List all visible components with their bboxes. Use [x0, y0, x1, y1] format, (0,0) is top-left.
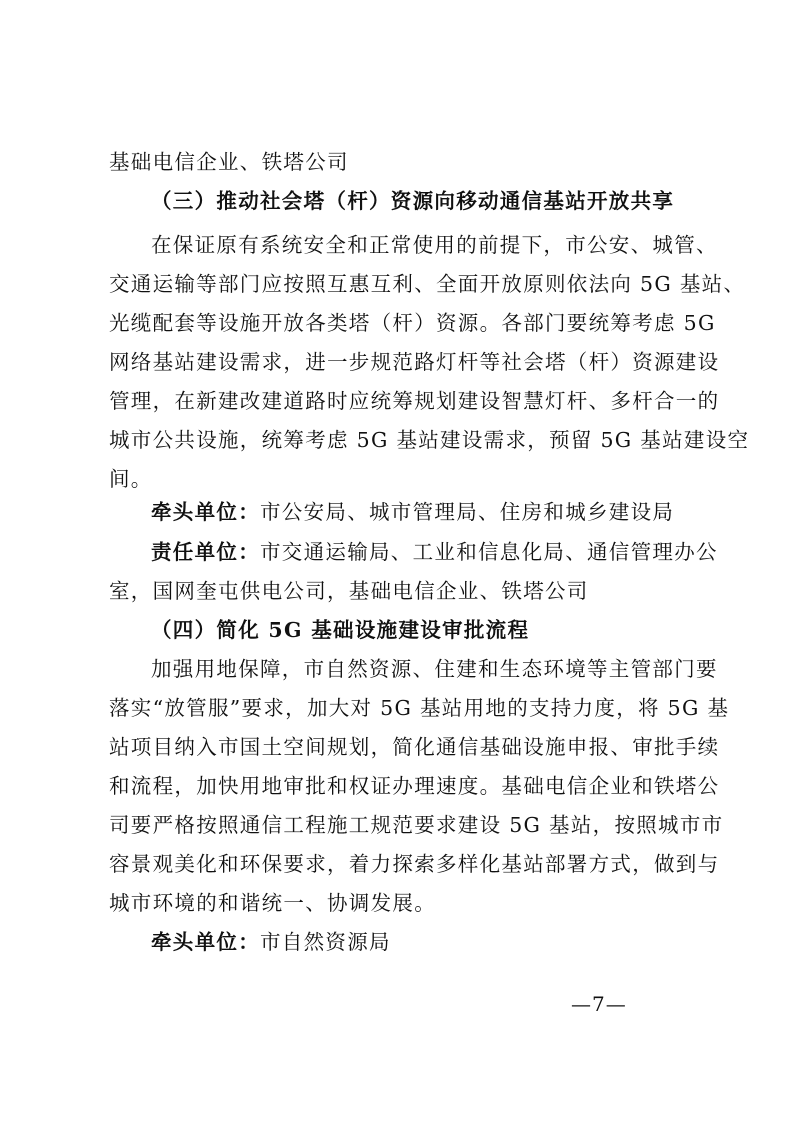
lead-units-value: 市自然资源局 — [260, 930, 391, 954]
paragraph-line: 落实“放管服”要求，加大对 5G 基站用地的支持力度，将 5G 基 — [109, 696, 730, 720]
paragraph-line: 在保证原有系统安全和正常使用的前提下，市公安、城管、 — [151, 233, 718, 257]
section-3-lead-units — [151, 498, 674, 526]
paragraph-line: 间。 — [109, 467, 153, 491]
paragraph-line: 光缆配套等设施开放各类塔（杆）资源。各部门要统筹考虑 5G — [109, 311, 716, 335]
paragraph-line: 城市公共设施，统筹考虑 5G 基站建设需求，预留 5G 基站建设空 — [109, 428, 750, 452]
paragraph-line: 容景观美化和环保要求，着力探索多样化基站部署方式，做到与 — [109, 852, 720, 876]
page-number: —7— — [571, 992, 627, 1016]
lead-units-label: 牵头单位： — [151, 500, 260, 524]
section-3-responsible-units — [151, 538, 718, 566]
paragraph-line: 城市环境的和谐统一、协调发展。 — [109, 891, 436, 915]
responsible-units-label: 责任单位： — [151, 540, 260, 564]
paragraph-line: 站项目纳入市国土空间规划，简化通信基础设施申报、审批手续 — [109, 735, 720, 759]
section-4-heading: （四）简化 5G 基础设施建设审批流程 — [151, 618, 530, 642]
paragraph-line: 司要严格按照通信工程施工规范要求建设 5G 基站，按照城市市 — [109, 813, 724, 837]
continued-text-line: 基础电信企业、铁塔公司 — [109, 150, 349, 174]
paragraph-line: 交通运输等部门应按照互惠互利、全面开放原则依法向 5G 基站、 — [109, 272, 746, 296]
responsible-units-value: 市交通运输局、工业和信息化局、通信管理办公 — [260, 540, 718, 564]
section-4-lead-units — [151, 928, 391, 956]
section-3-heading: （三）推动社会塔（杆）资源向移动通信基站开放共享 — [151, 189, 675, 213]
paragraph-line: 网络基站建设需求，进一步规范路灯杆等社会塔（杆）资源建设 — [109, 350, 720, 374]
responsible-units-value-continued: 室，国网奎屯供电公司，基础电信企业、铁塔公司 — [109, 579, 589, 603]
paragraph-line: 管理，在新建改建道路时应统筹规划建设智慧灯杆、多杆合一的 — [109, 389, 720, 413]
lead-units-value: 市公安局、城市管理局、住房和城乡建设局 — [260, 500, 675, 524]
lead-units-label: 牵头单位： — [151, 930, 260, 954]
paragraph-line: 加强用地保障，市自然资源、住建和生态环境等主管部门要 — [151, 657, 718, 681]
paragraph-line: 和流程，加快用地审批和权证办理速度。基础电信企业和铁塔公 — [109, 774, 720, 798]
